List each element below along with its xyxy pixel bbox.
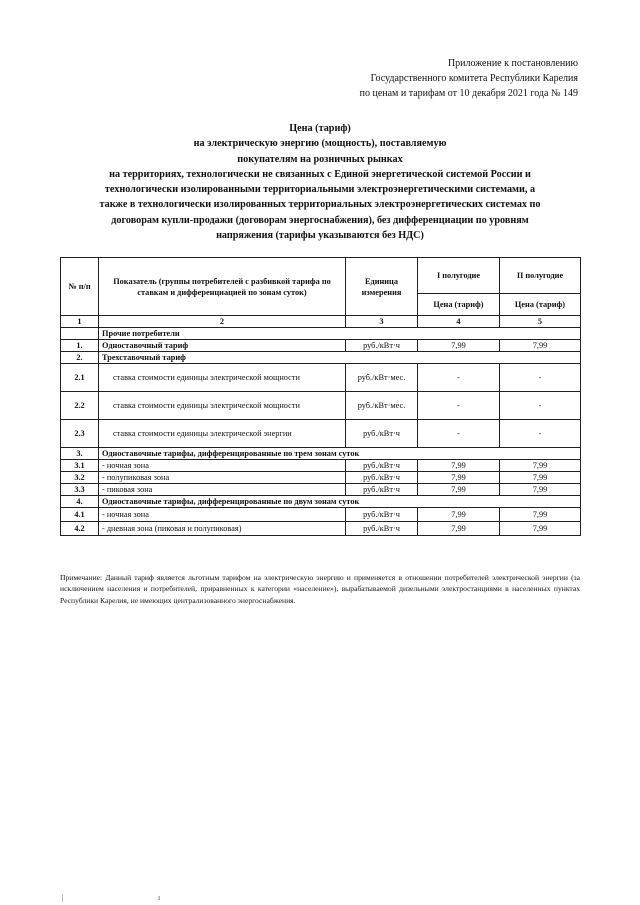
colnum-3: 3 — [346, 316, 418, 328]
row-unit: руб./кВт·ч — [346, 522, 418, 536]
title-line-1: Цена (тариф) — [289, 123, 351, 134]
appendix-line-3: по ценам и тарифам от 10 декабря 2021 года № 149 — [359, 88, 578, 99]
row-unit: руб./кВт·ч — [346, 420, 418, 448]
colnum-4: 4 — [418, 316, 500, 328]
row-num: 3. — [61, 448, 99, 460]
row-name: Одноставочные тарифы, дифференцированные по двум зонам суток — [99, 496, 581, 508]
title-line-4: на территориях, технологически не связанных с Единой энергетической системой России и — [109, 168, 531, 180]
title-line-3: покупателям на розничных рынках — [237, 153, 403, 165]
table-row — [61, 420, 581, 448]
title-line-5: технологически изолированными территориальными электроэнергетическими системами, а — [104, 184, 536, 196]
row-name: - ночная зона — [99, 460, 346, 472]
row-unit: руб./кВт·мес. — [346, 364, 418, 392]
colnum-1: 1 — [61, 316, 99, 328]
table-row — [61, 472, 581, 484]
row-name: - полупиковая зона — [99, 472, 346, 484]
colnum-2: 2 — [99, 316, 346, 328]
row-unit: руб./кВт·ч — [346, 472, 418, 484]
tariff-table — [60, 257, 581, 536]
row-name: Трехставочный тариф — [99, 352, 581, 364]
row-value-h1: 7,99 — [418, 460, 500, 472]
row-value-h2: 7,99 — [500, 522, 581, 536]
title-line-8: напряжения (тарифы указываются без НДС) — [216, 230, 424, 242]
row-num: 2.1 — [61, 364, 99, 392]
row-name: Одноставочные тарифы, дифференцированные по трем зонам суток — [99, 448, 581, 460]
scan-mark: | — [62, 893, 64, 902]
table-row — [61, 364, 581, 392]
row-name: ставка стоимости единицы электрической мощности — [99, 392, 346, 420]
row-name: - пиковая зона — [99, 484, 346, 496]
header-half-2: II полугодие — [500, 258, 581, 294]
row-num: 1. — [61, 340, 99, 352]
row-value-h1: - — [418, 420, 500, 448]
row-unit: руб./кВт·ч — [346, 460, 418, 472]
row-name: Одноставочный тариф — [99, 340, 346, 352]
table-row — [61, 508, 581, 522]
header-num: № п/п — [61, 258, 99, 316]
row-name: - дневная зона (пиковая и полупиковая) — [99, 522, 346, 536]
document-title — [60, 121, 580, 243]
appendix-line-2: Государственного комитета Республики Карелия — [370, 73, 578, 84]
row-unit: руб./кВт·ч — [346, 508, 418, 522]
row-num: 4.2 — [61, 522, 99, 536]
row-num: 2. — [61, 352, 99, 364]
row-num: 4.1 — [61, 508, 99, 522]
row-value-h1: - — [418, 364, 500, 392]
row-value-h1: 7,99 — [418, 508, 500, 522]
table-row — [61, 340, 581, 352]
row-value-h2: 7,99 — [500, 340, 581, 352]
row-value-h2: - — [500, 364, 581, 392]
row-value-h2: 7,99 — [500, 460, 581, 472]
row-value-h2: 7,99 — [500, 508, 581, 522]
row-num: 3.1 — [61, 460, 99, 472]
header-half-1: I полугодие — [418, 258, 500, 294]
row-num: 2.2 — [61, 392, 99, 420]
section-other-consumers: Прочие потребители — [99, 328, 581, 340]
row-value-h1: - — [418, 392, 500, 420]
row-value-h1: 7,99 — [418, 472, 500, 484]
table-row — [61, 448, 581, 460]
header-indicator: Показатель (группы потребителей с разбивкой тарифа по ставкам и дифференциацией по зонам суток) — [99, 258, 346, 316]
row-value-h1: 7,99 — [418, 522, 500, 536]
title-line-2: на электрическую энергию (мощность), поставляемую — [193, 138, 447, 150]
row-num: 3.3 — [61, 484, 99, 496]
row-value-h2: - — [500, 392, 581, 420]
appendix-line-1: Приложение к постановлению — [447, 58, 578, 69]
row-unit: руб./кВт·ч — [346, 340, 418, 352]
row-num: 4. — [61, 496, 99, 508]
row-unit: руб./кВт·мес. — [346, 392, 418, 420]
row-value-h1: 7,99 — [418, 484, 500, 496]
row-num: 2.3 — [61, 420, 99, 448]
scan-mark: ı — [158, 893, 161, 902]
row-value-h2: 7,99 — [500, 472, 581, 484]
table-row — [61, 460, 581, 472]
title-line-7: договорам купли-продажи (договорам энергоснабжения), без дифференциации по уровням — [111, 214, 529, 226]
row-value-h1: 7,99 — [418, 340, 500, 352]
appendix-header — [360, 56, 578, 101]
row-num: 3.2 — [61, 472, 99, 484]
table-row — [61, 484, 581, 496]
footnote: Примечание: Данный тариф является льготным тарифом на электрическую энергию и применяется в отношении потребителей электрической энергии (за исключением населения и потребителей, приравненных к категории «население»), вырабатываемой дизельными электростанциями в населенных пунктах Республики Карелия, не имеющих централизованного энергоснабжения. — [60, 573, 580, 605]
row-value-h2: 7,99 — [500, 484, 581, 496]
header-price-1: Цена (тариф) — [418, 294, 500, 316]
table-row — [61, 496, 581, 508]
colnum-5: 5 — [500, 316, 581, 328]
table-row — [61, 352, 581, 364]
table-row — [61, 522, 581, 536]
header-unit: Единица измерения — [346, 258, 418, 316]
title-line-6: также в технологически изолированных территориальных электроэнергетических системах по — [99, 199, 541, 211]
row-unit: руб./кВт·ч — [346, 484, 418, 496]
header-price-2: Цена (тариф) — [500, 294, 581, 316]
row-value-h2: - — [500, 420, 581, 448]
table-row — [61, 392, 581, 420]
row-name: - ночная зона — [99, 508, 346, 522]
row-name: ставка стоимости единицы электрической энергии — [99, 420, 346, 448]
row-name: ставка стоимости единицы электрической мощности — [99, 364, 346, 392]
